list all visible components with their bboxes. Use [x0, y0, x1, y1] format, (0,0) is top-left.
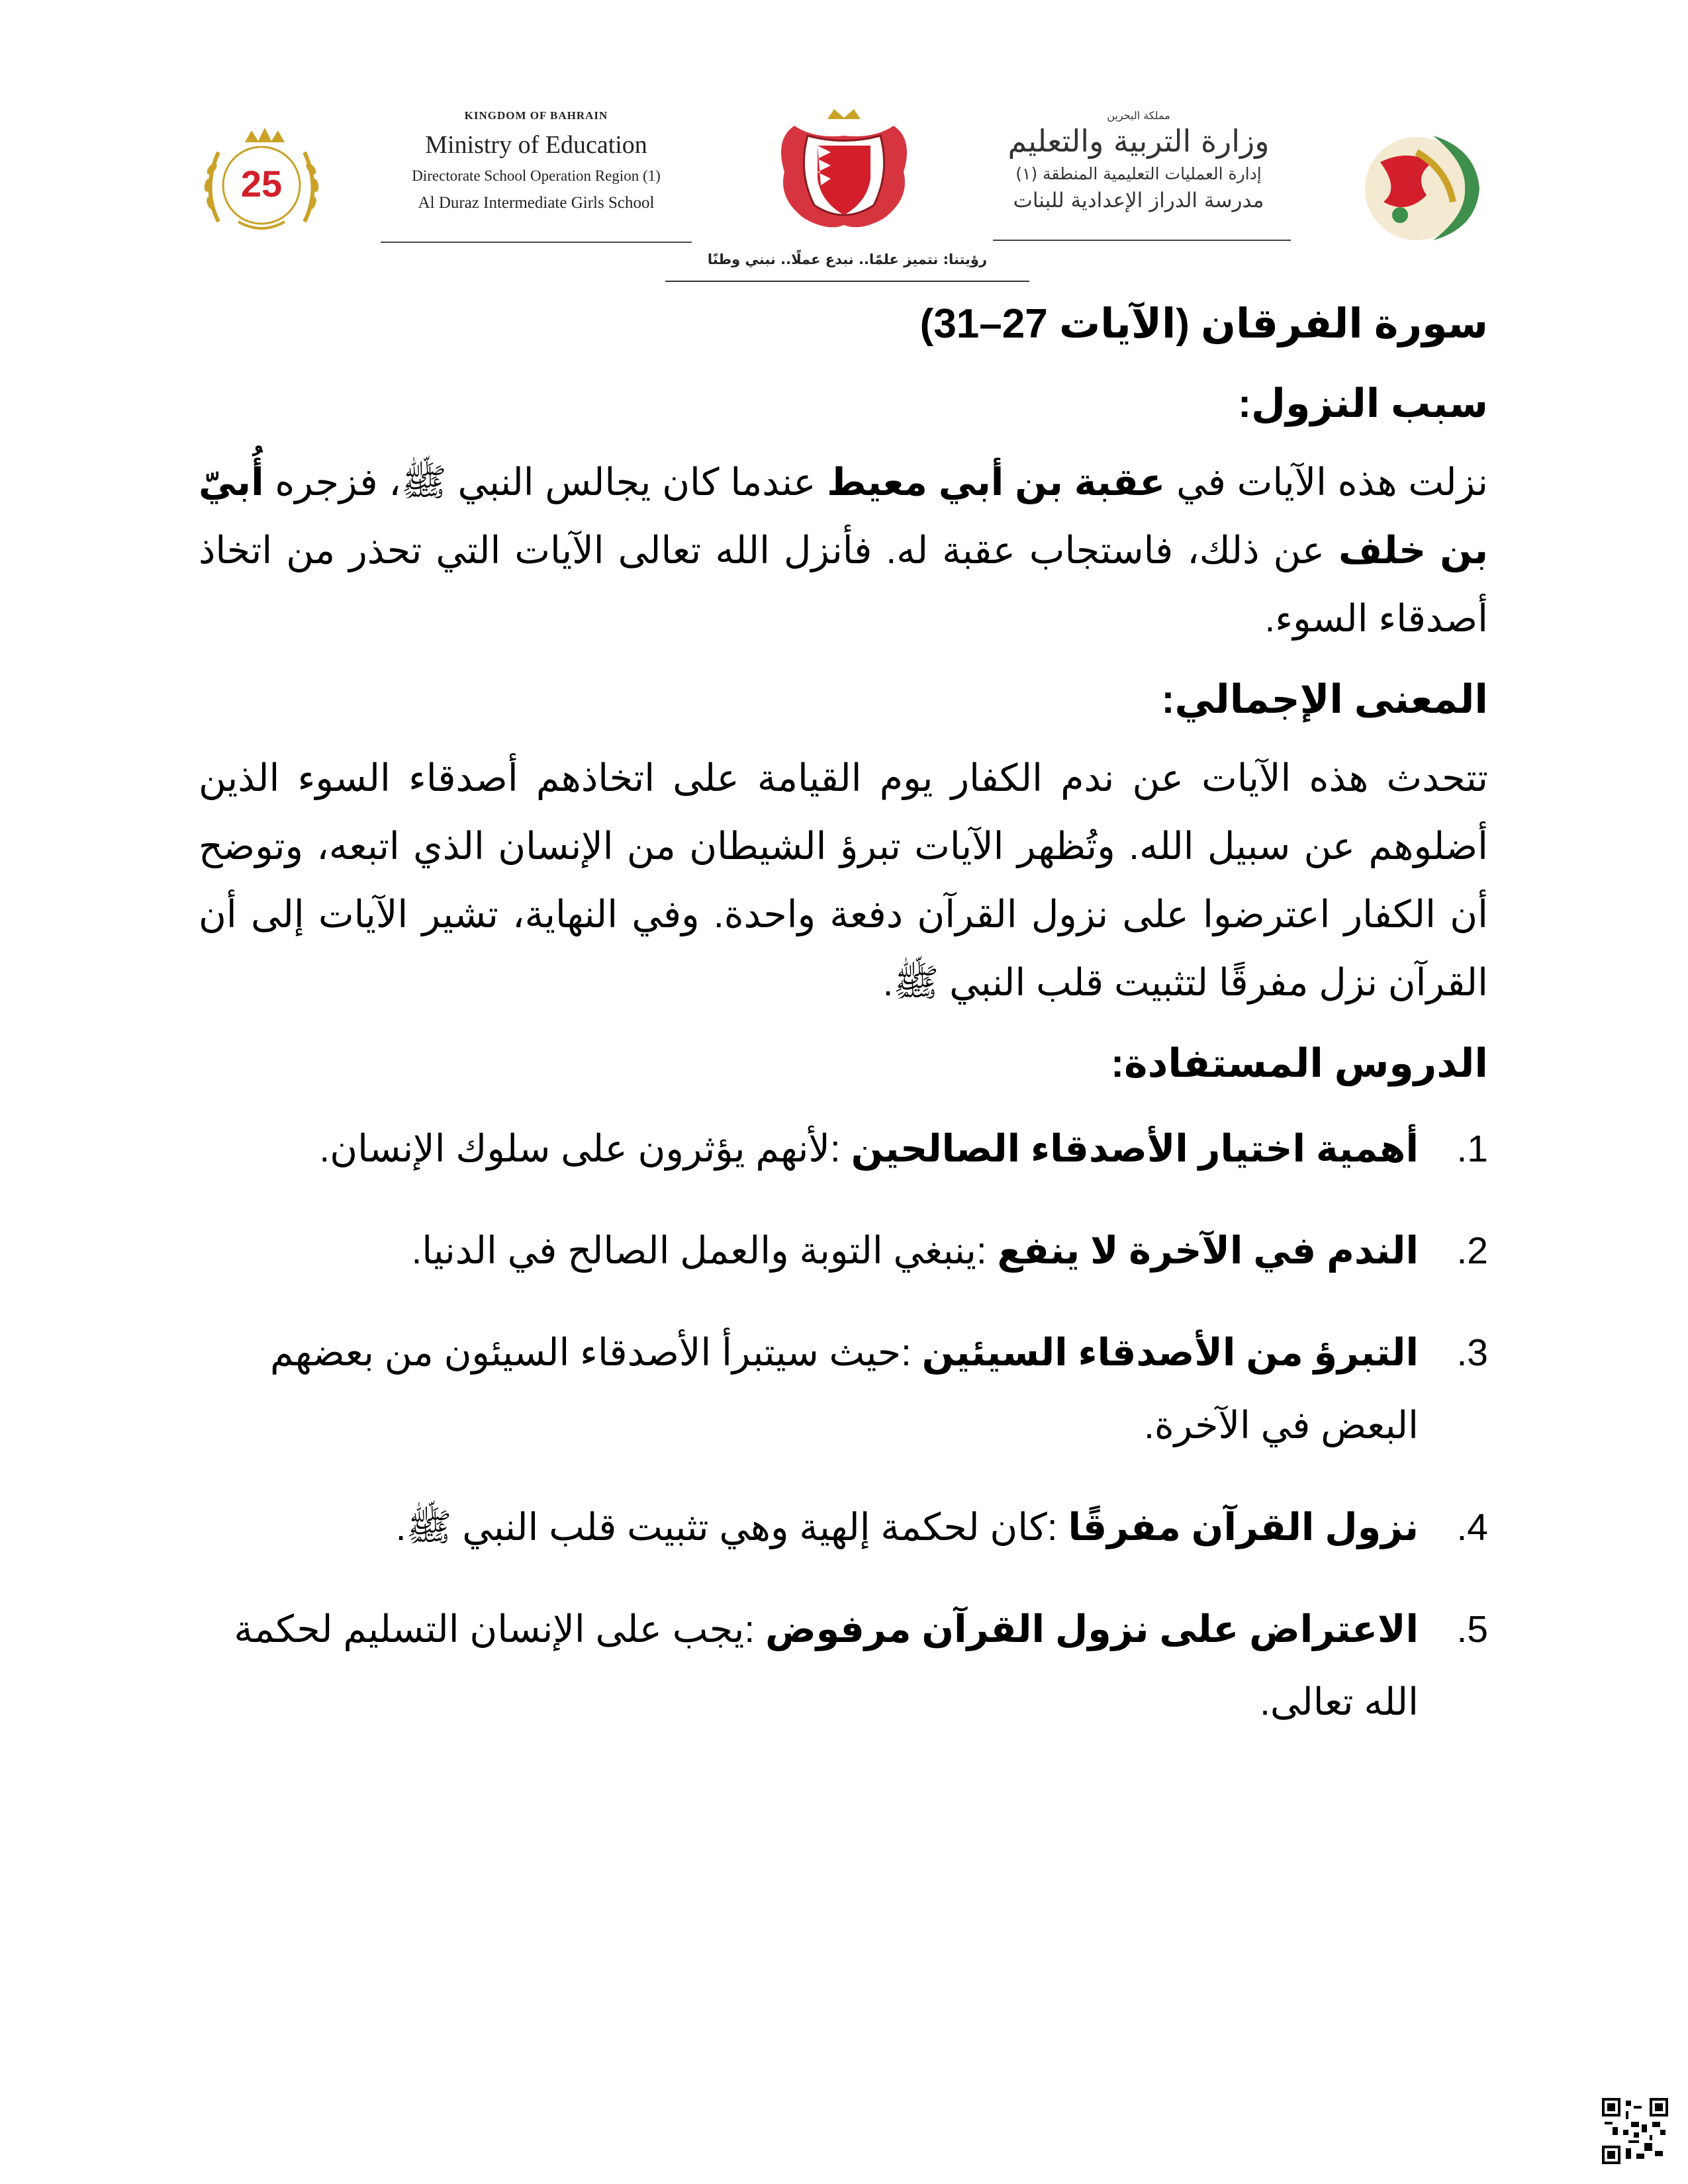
school-vision: رؤيتنا: نتميز علمًا.. نبدع عملًا.. نبني وطنًا [707, 251, 988, 267]
reason-paragraph [199, 449, 1488, 653]
list-item [199, 1214, 1488, 1287]
school-logo [1354, 122, 1489, 245]
list-item-text: :كان لحكمة إلهية وهي تثبيت قلب النبي ﷺ. [395, 1506, 1068, 1549]
divider [381, 242, 692, 243]
reason-bold-1: عقبة بن أبي معيط [827, 461, 1166, 504]
en-school: Al Duraz Intermediate Girls School [418, 194, 655, 212]
list-item-number: 5. [1456, 1608, 1488, 1651]
reason-bold-2: أُبيّ بن خلف [199, 461, 1488, 572]
list-item-text: :يجب على الإنسان التسليم لحكمة الله تعالى. [234, 1608, 1419, 1723]
anniversary-25-badge [192, 122, 331, 255]
divider [993, 240, 1291, 241]
ar-ministry: وزارة التربية والتعليم [1008, 123, 1270, 159]
list-item-body [199, 1316, 1419, 1462]
list-item [199, 1491, 1488, 1564]
list-item-body [199, 1593, 1419, 1739]
lessons-heading: الدروس المستفادة: [1111, 1041, 1488, 1085]
divider [665, 281, 1029, 282]
list-item-title: التبرؤ من الأصدقاء السيئين [921, 1332, 1419, 1374]
list-item-text: :لأنهم يؤثرون على سلوك الإنسان. [319, 1128, 851, 1170]
list-item-title: الندم في الآخرة لا ينفع [997, 1230, 1419, 1272]
qr-code-icon [1602, 2098, 1668, 2164]
reason-heading: سبب النزول: [1238, 381, 1488, 426]
list-item-body [199, 1214, 1419, 1287]
en-ministry: Ministry of Education [425, 131, 647, 159]
meaning-paragraph: تتحدث هذه الآيات عن ندم الكفار يوم القيامة على اتخاذهم أصدقاء السوء الذين أضلوهم عن سبيل الله. وتُظهر الآيات تبرؤ الشيطان من الإنسان الذي اتبعه، وتوضح أن الكفار اعترضوا على نزول القرآن دفعة واحدة. وفي النهاية، تشير الآيات إلى أن القرآن نزل مفرقًا لتثبيت قلب النبي ﷺ. [199, 757, 1488, 1004]
arabic-letterhead [980, 109, 1297, 212]
list-item [199, 1316, 1488, 1462]
meaning-heading: المعنى الإجمالي: [1161, 677, 1488, 721]
english-letterhead [371, 109, 702, 212]
document-body [199, 291, 1488, 1768]
reason-text-2: عندما كان يجالس النبي ﷺ، فزجره [263, 461, 827, 504]
list-item-body [199, 1113, 1419, 1185]
list-item-text: :ينبغي التوبة والعمل الصالح في الدنيا. [411, 1230, 998, 1272]
list-item-body [199, 1491, 1419, 1564]
ar-school: مدرسة الدراز الإعدادية للبنات [1013, 189, 1264, 212]
list-item-title: أهمية اختيار الأصدقاء الصالحين [851, 1128, 1419, 1170]
ar-directorate: إدارة العمليات التعليمية المنطقة (١) [1015, 164, 1262, 183]
lessons-list [199, 1113, 1488, 1739]
list-item [199, 1593, 1488, 1739]
page-title: سورة الفرقان (الآيات 27–31) [919, 301, 1488, 347]
bahrain-emblem [768, 99, 920, 238]
en-kingdom: KINGDOM OF BAHRAIN [464, 109, 608, 122]
list-item-number: 4. [1456, 1506, 1488, 1549]
ar-kingdom: مملكة البحرين [1107, 109, 1170, 122]
list-item-title: نزول القرآن مفرقًا [1068, 1506, 1419, 1549]
en-directorate: Directorate School Operation Region (1) [412, 167, 661, 184]
list-item [199, 1113, 1488, 1185]
list-item-number: 1. [1456, 1128, 1488, 1170]
reason-text-3: عن ذلك، فاستجاب عقبة له. فأنزل الله تعالى الآيات التي تحذر من اتخاذ أصدقاء السوء. [199, 529, 1488, 640]
list-item-title: الاعتراض على نزول القرآن مرفوض [765, 1608, 1419, 1651]
letterhead [0, 0, 1688, 304]
list-item-text: :حيث سيتبرأ الأصدقاء السيئون من بعضهم البعض في الآخرة. [269, 1332, 1419, 1447]
list-item-number: 3. [1456, 1332, 1488, 1374]
list-item-number: 2. [1456, 1230, 1488, 1272]
reason-text-1: نزلت هذه الآيات في [1165, 461, 1488, 504]
badge-number: 25 [240, 163, 283, 205]
